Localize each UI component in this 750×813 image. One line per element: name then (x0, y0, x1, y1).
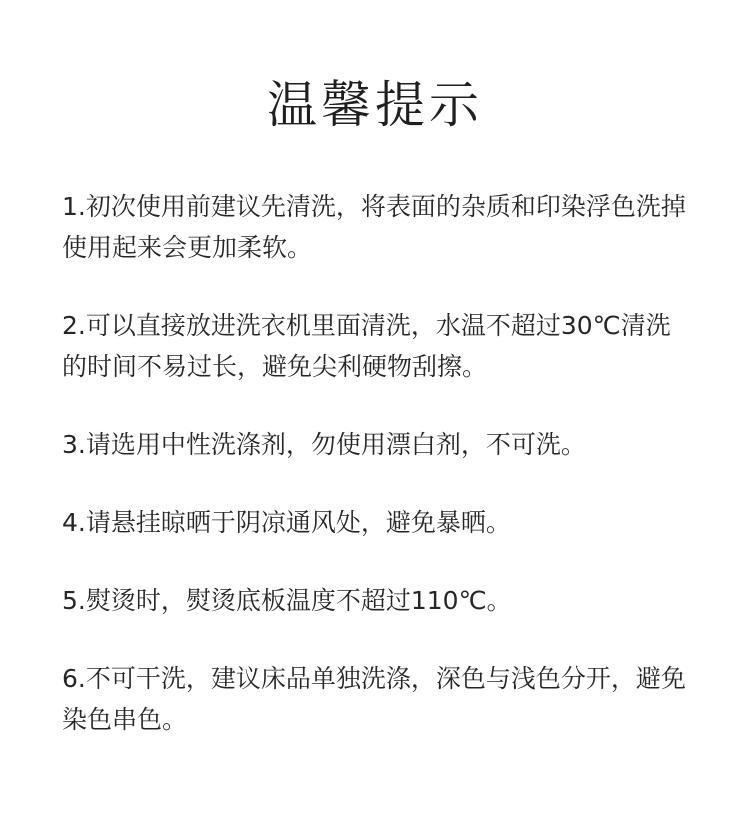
page-title: 温馨提示 (267, 76, 483, 134)
tip-item-2: 2.可以直接放进洗衣机里面清洗，水温不超过30℃清洗的时间不易过长，避免尖利硬物刮擦。 (62, 311, 671, 381)
tip-item-6: 6.不可干洗，建议床品单独洗涤，深色与浅色分开，避免染色串色。 (62, 664, 686, 734)
tip-item-5: 5.熨烫时，熨烫底板温度不超过110℃。 (62, 586, 512, 615)
tips-list (62, 186, 692, 740)
tip-item-1: 1.初次使用前建议先清洗，将表面的杂质和印染浮色洗掉使用起来会更加柔软。 (62, 192, 686, 262)
tip-item-4: 4.请悬挂晾晒于阴凉通风处，避免暴晒。 (62, 508, 511, 537)
tip-item-3: 3.请选用中性洗涤剂，勿使用漂白剂，不可洗。 (62, 430, 586, 459)
